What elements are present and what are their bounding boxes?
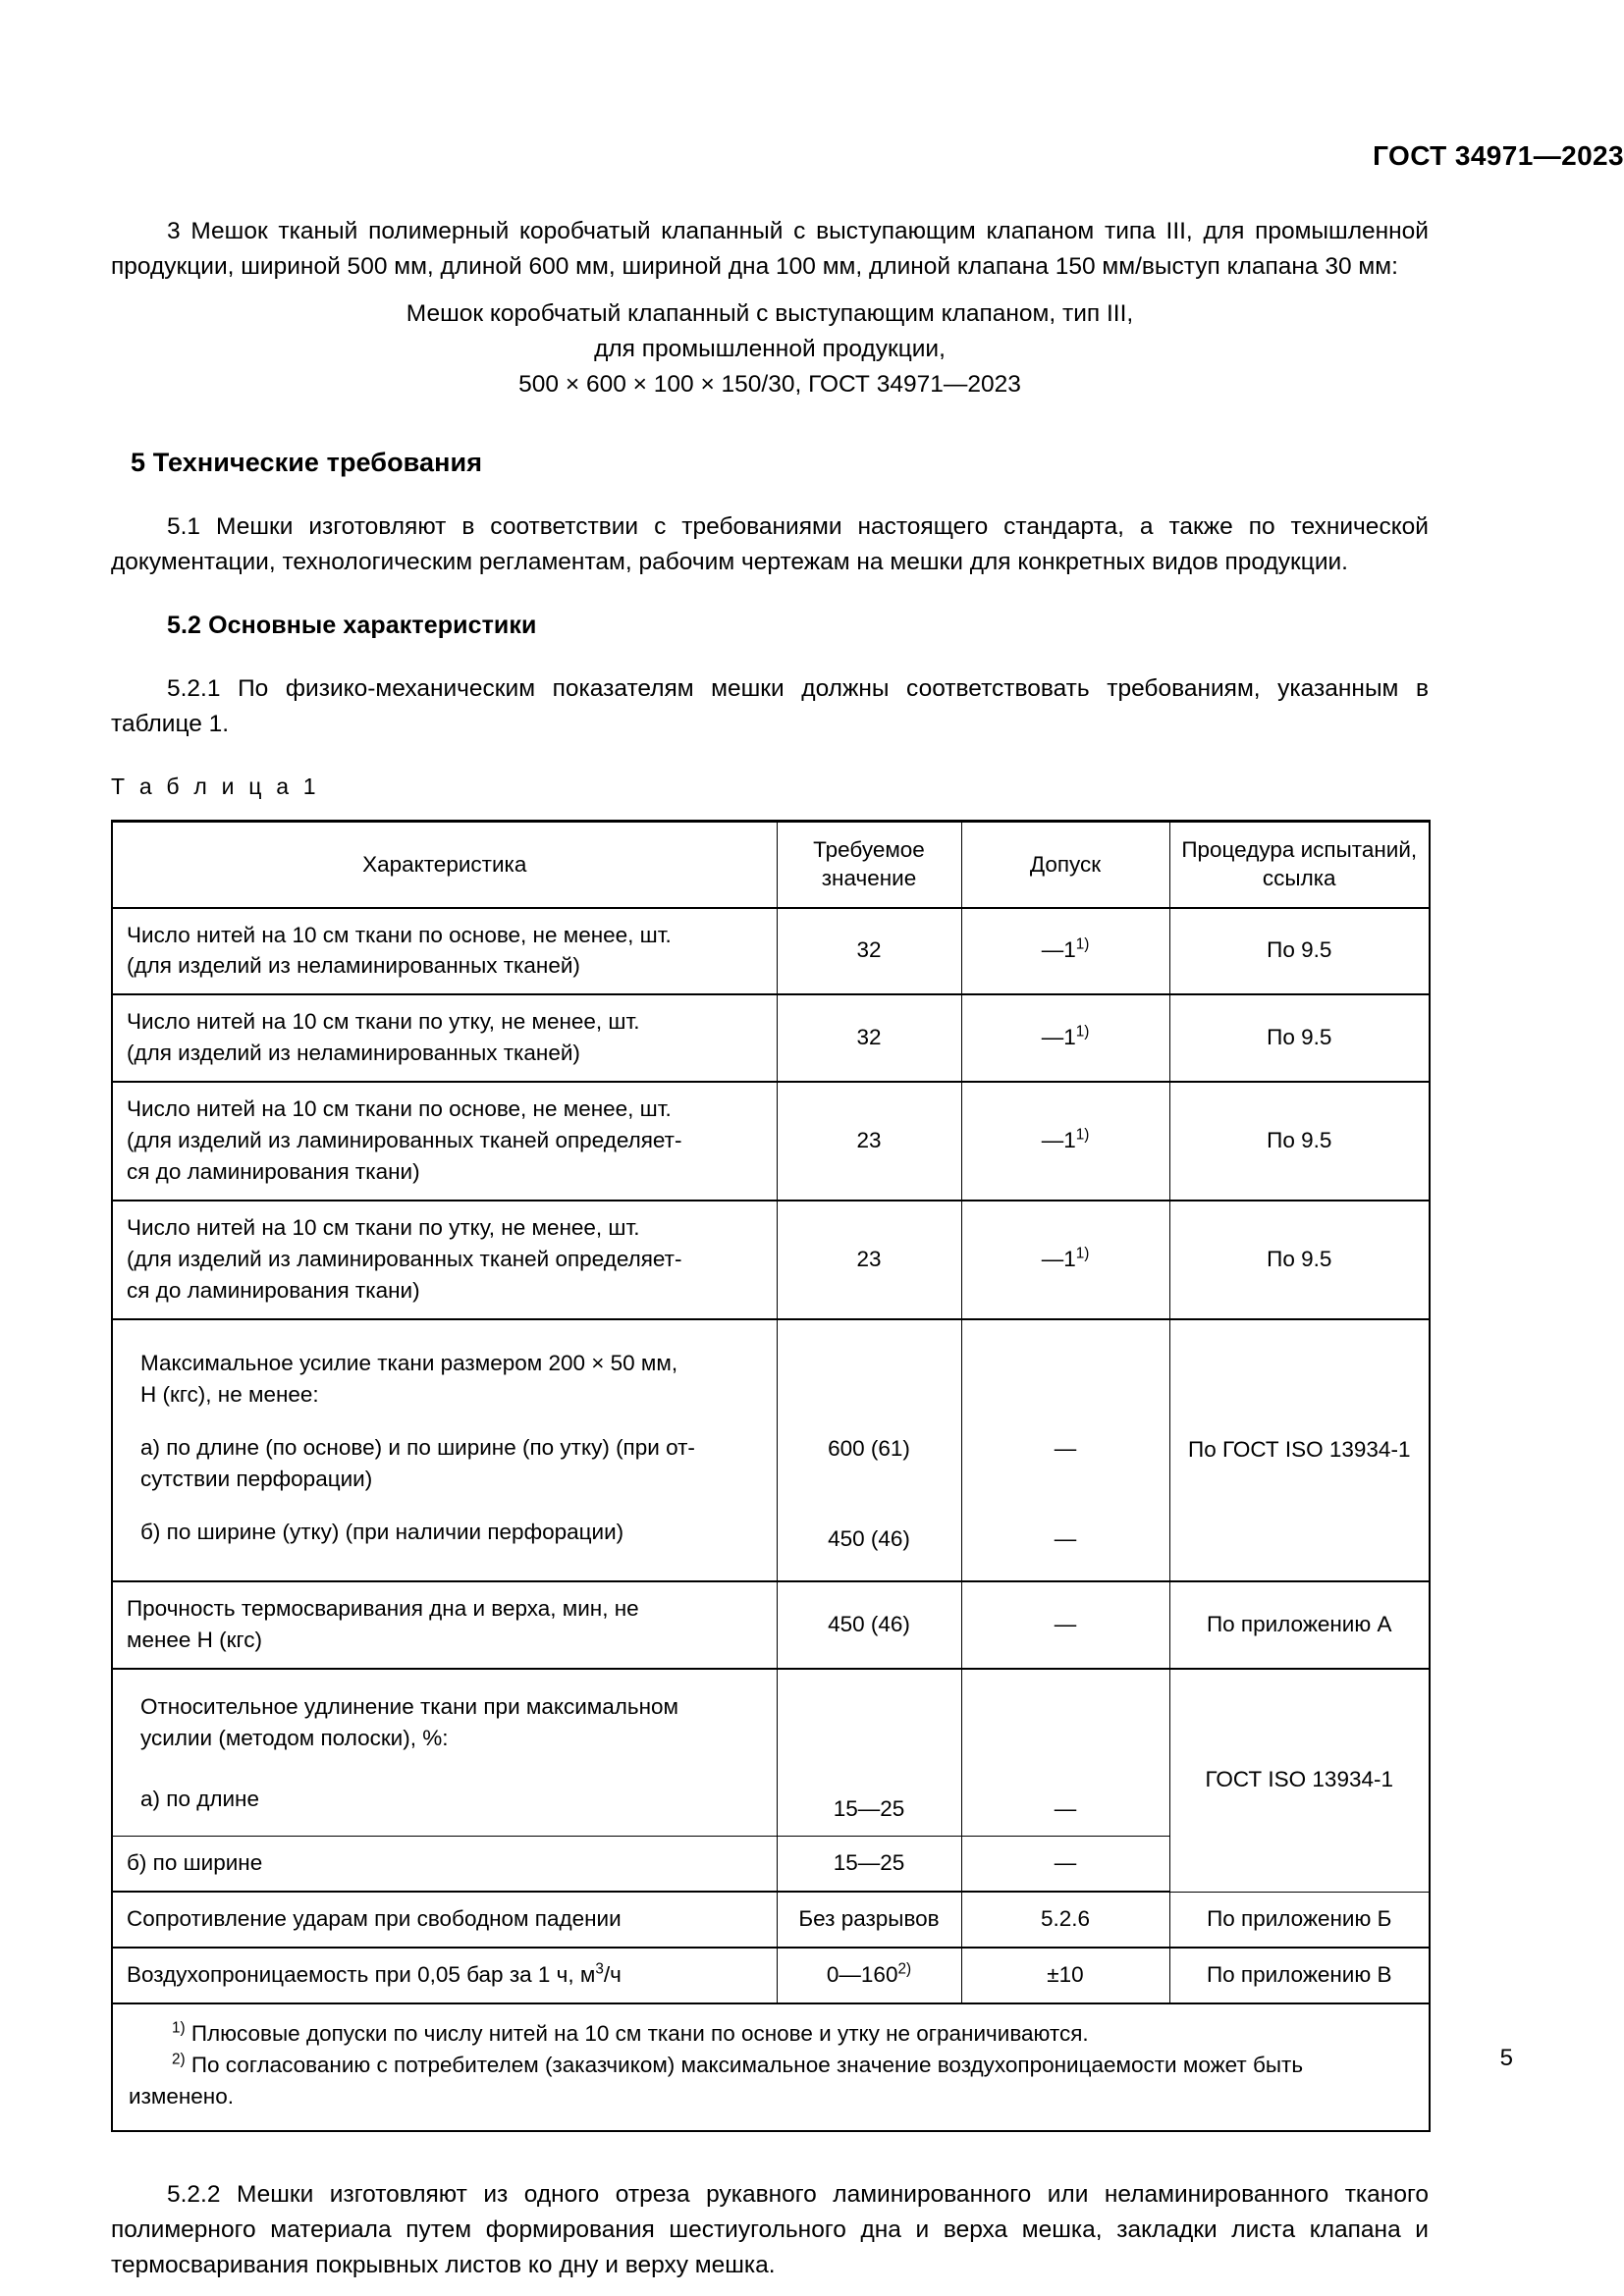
page-content xyxy=(111,0,1429,2283)
row-label-air xyxy=(112,1948,777,2003)
footnote-1-marker: 1) xyxy=(172,2019,186,2037)
row-tolerance-impact: 5.2.6 xyxy=(961,1892,1169,1948)
row-required-value-weld: 450 (46) xyxy=(777,1581,961,1669)
table-footnotes-row xyxy=(112,2003,1430,2131)
air-label-post: /ч xyxy=(603,1962,622,1988)
row-label-line2: (для изделий из ламинированных тканей определяет- xyxy=(127,1247,682,1271)
row-tolerance-max-force xyxy=(961,1319,1169,1581)
table-row-weld-strength xyxy=(112,1581,1430,1669)
row-label-line3: ся до ламинирования ткани) xyxy=(127,1277,420,1303)
row-procedure-air: По приложению В xyxy=(1169,1948,1430,2003)
page-header-standard-code: ГОСТ 34971—2023 xyxy=(1373,140,1624,171)
row-tolerance xyxy=(961,994,1169,1082)
footnote-2-marker: 2) xyxy=(172,2051,186,2068)
footnote-2-text: По согласованию с потребителем (заказчиком) максимальное значение воздухопроницаемости может быть изменено. xyxy=(129,2053,1304,2109)
footnote-1 xyxy=(129,2018,1413,2050)
row-tolerance-air: ±10 xyxy=(961,1948,1169,2003)
footnote-1-text: Плюсовые допуски по числу нитей на 10 см ткани по основе и утку не ограничиваются. xyxy=(185,2021,1089,2047)
column-header-required-value-line1: Требуемое xyxy=(813,837,925,862)
page-number: 5 xyxy=(1499,2045,1513,2071)
footnote-2 xyxy=(129,2050,1413,2112)
table-row-max-force-group xyxy=(112,1319,1430,1581)
column-header-tolerance: Допуск xyxy=(961,822,1169,908)
row-label xyxy=(112,994,777,1082)
row-label-line2: (для изделий из ламинированных тканей определяет- xyxy=(127,1128,682,1153)
row-required-value: 23 xyxy=(777,1082,961,1201)
table-row xyxy=(112,1082,1430,1201)
row-label-line1: Число нитей на 10 см ткани по утку, не менее, шт. xyxy=(127,1009,640,1035)
row-tolerance-weld: — xyxy=(961,1581,1169,1669)
row-tolerance-value: —1 xyxy=(1041,1247,1076,1271)
table-row xyxy=(112,908,1430,995)
paragraph-5-1: 5.1 Мешки изготовляют в соответствии с требованиями настоящего стандарта, а также по технической документации, технологическим регламентам, рабочим чертежам на мешки для конкретных видов продукции. xyxy=(111,513,1429,575)
max-force-intro xyxy=(127,1337,763,1428)
row-label-elongation xyxy=(112,1669,777,1837)
row-label-line2: (для изделий из неламинированных тканей) xyxy=(127,953,580,979)
elongation-intro-line2: усилии (методом полоски), %: xyxy=(140,1725,449,1750)
air-value: 0—160 xyxy=(826,1962,898,1988)
max-force-intro-line1: Максимальное усилие ткани размером 200 × 50 мм, xyxy=(140,1351,678,1376)
footnote-marker: 2) xyxy=(897,1960,912,1978)
row-procedure: По 9.5 xyxy=(1169,908,1430,995)
table-caption: Т а б л и ц а 1 xyxy=(111,774,320,799)
row-required-value-impact: Без разрывов xyxy=(777,1892,961,1948)
row-tolerance xyxy=(961,1201,1169,1319)
row-procedure-elongation: ГОСТ ISO 13934-1 xyxy=(1169,1669,1430,1893)
max-force-sub-a xyxy=(127,1428,763,1517)
example-line-1: Мешок коробчатый клапанный с выступающим клапаном, тип III, xyxy=(406,300,1134,327)
column-header-required-value xyxy=(777,822,961,908)
air-label-exponent: 3 xyxy=(595,1960,604,1978)
weld-label-line2: менее Н (кгс) xyxy=(127,1627,262,1652)
specifications-table xyxy=(111,820,1431,2132)
table-header-row xyxy=(112,822,1430,908)
row-label-elongation-b: б) по ширине xyxy=(112,1837,777,1892)
row-label xyxy=(112,1082,777,1201)
weld-label-line1: Прочность термосваривания дна и верха, мин, не xyxy=(127,1595,639,1621)
row-tolerance-value: —1 xyxy=(1041,937,1076,963)
footnote-marker: 1) xyxy=(1075,935,1090,953)
max-force-sub-a-line2: сутствии перфорации) xyxy=(140,1467,373,1492)
row-tolerance xyxy=(961,1082,1169,1201)
elongation-intro xyxy=(127,1681,763,1784)
row-label-line2: (для изделий из неламинированных тканей) xyxy=(127,1041,580,1066)
row-label-line3: ся до ламинирования ткани) xyxy=(127,1159,420,1185)
max-force-value-a: 600 (61) xyxy=(828,1435,910,1461)
row-label-impact: Сопротивление ударам при свободном падении xyxy=(112,1892,777,1948)
column-header-test-procedure xyxy=(1169,822,1430,908)
row-label-line1: Число нитей на 10 см ткани по основе, не менее, шт. xyxy=(127,1096,672,1122)
table-row-air-permeability xyxy=(112,1948,1430,2003)
row-procedure-weld: По приложению А xyxy=(1169,1581,1430,1669)
column-header-characteristic: Характеристика xyxy=(112,822,777,908)
example-line-2: для промышленной продукции, xyxy=(594,336,946,362)
row-required-value: 32 xyxy=(777,908,961,995)
row-procedure: По 9.5 xyxy=(1169,994,1430,1082)
section-5-title: 5 Технические требования xyxy=(131,448,483,477)
air-label-pre: Воздухопроницаемость при 0,05 бар за 1 ч, м xyxy=(127,1962,596,1988)
table-footnotes xyxy=(112,2003,1430,2131)
row-tolerance-elongation-b: — xyxy=(961,1837,1169,1892)
row-label-weld xyxy=(112,1581,777,1669)
row-tolerance-elongation-a: — xyxy=(961,1669,1169,1837)
row-required-value-max-force xyxy=(777,1319,961,1581)
row-label xyxy=(112,908,777,995)
footnote-marker: 1) xyxy=(1075,1245,1090,1262)
row-procedure: По 9.5 xyxy=(1169,1082,1430,1201)
max-force-tolerance-a: — xyxy=(1054,1435,1077,1461)
max-force-intro-line2: Н (кгс), не менее: xyxy=(140,1382,319,1408)
paragraph-5-2-1: 5.2.1 По физико-механическим показателям мешки должны соответствовать требованиям, указанным в таблице 1. xyxy=(111,675,1429,737)
row-required-value: 32 xyxy=(777,994,961,1082)
row-required-value: 23 xyxy=(777,1201,961,1319)
table-row-elongation-a xyxy=(112,1669,1430,1837)
max-force-sub-b: б) по ширине (утку) (при наличии перфорации) xyxy=(140,1520,624,1545)
paragraph-5-2-2: 5.2.2 Мешки изготовляют из одного отреза рукавного ламинированного или неламинированного тканого полимерного материала путем формирования шестиугольного дна и верха мешка, закладки листа клапана и термосваривания покрывных листов ко дну и верху мешка. xyxy=(111,2181,1429,2279)
max-force-sub-a-line1: а) по длине (по основе) и по ширине (по утку) (при от- xyxy=(140,1435,695,1461)
row-required-value-elongation-a: 15—25 xyxy=(777,1669,961,1837)
elongation-sub-a: а) по длине xyxy=(140,1786,259,1811)
table-row xyxy=(112,994,1430,1082)
row-label-max-force xyxy=(112,1319,777,1581)
section-5-2-title: 5.2 Основные характеристики xyxy=(167,612,537,639)
max-force-value-b: 450 (46) xyxy=(828,1525,910,1551)
example-designation-block xyxy=(111,296,1429,402)
row-required-value-air xyxy=(777,1948,961,2003)
footnote-marker: 1) xyxy=(1075,1126,1090,1144)
row-procedure-max-force: По ГОСТ ISO 13934-1 xyxy=(1169,1319,1430,1581)
footnote-marker: 1) xyxy=(1075,1023,1090,1041)
row-label-line1: Число нитей на 10 см ткани по основе, не менее, шт. xyxy=(127,922,672,947)
table-row xyxy=(112,1201,1430,1319)
intro-example-paragraph: 3 Мешок тканый полимерный коробчатый клапанный с выступающим клапаном типа III, для промышленной продукции, шириной 500 мм, длиной 600 мм, шириной дна 100 мм, длиной клапана 150 мм/выступ клапана 30 мм: xyxy=(111,218,1429,280)
column-header-test-procedure-line2: ссылка xyxy=(1262,866,1336,891)
row-label-line1: Число нитей на 10 см ткани по утку, не менее, шт. xyxy=(127,1215,640,1241)
row-tolerance xyxy=(961,908,1169,995)
column-header-test-procedure-line1: Процедура испытаний, xyxy=(1181,837,1418,862)
max-force-tolerance-b: — xyxy=(1054,1525,1077,1551)
example-line-3: 500 × 600 × 100 × 150/30, ГОСТ 34971—2023 xyxy=(518,371,1021,398)
row-label xyxy=(112,1201,777,1319)
row-tolerance-value: —1 xyxy=(1041,1128,1076,1153)
table-row-impact xyxy=(112,1892,1430,1948)
row-required-value-elongation-b: 15—25 xyxy=(777,1837,961,1892)
row-procedure-impact: По приложению Б xyxy=(1169,1892,1430,1948)
elongation-intro-line1: Относительное удлинение ткани при максимальном xyxy=(140,1693,679,1719)
row-procedure: По 9.5 xyxy=(1169,1201,1430,1319)
row-tolerance-value: —1 xyxy=(1041,1025,1076,1050)
column-header-required-value-line2: значение xyxy=(821,866,917,891)
